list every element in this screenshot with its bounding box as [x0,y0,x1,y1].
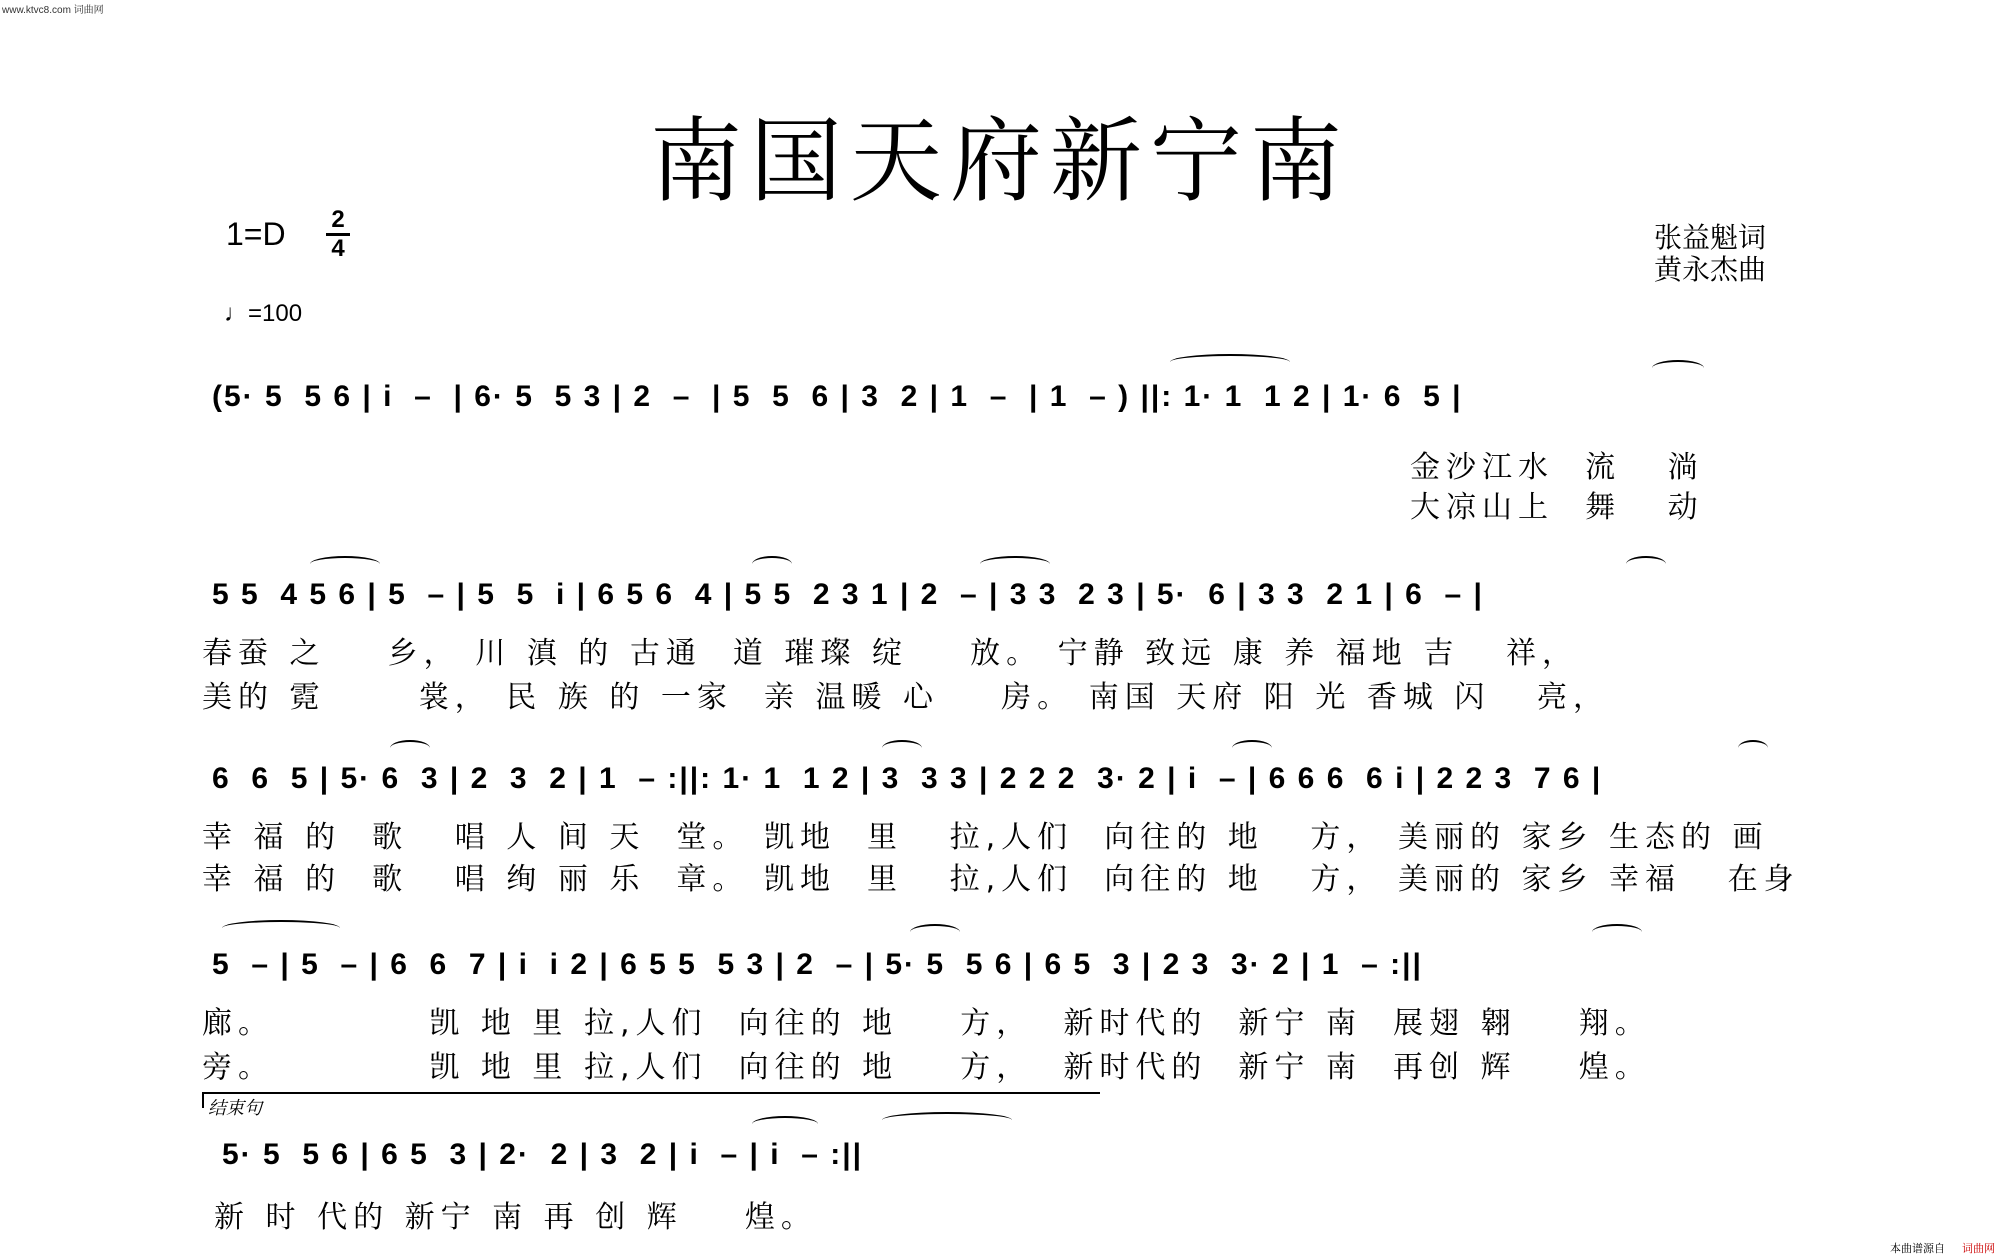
footer-site-logo: 词曲网 [1962,1242,1995,1255]
slur [1592,924,1642,940]
slur [882,740,922,756]
lyric-line-2-verse-2: 美的 霓 裳， 民 族 的 一家 亲 温暖 心 房。 南国 天府 阳 光 香城 闪 亮， [202,680,1610,715]
lyric-line-1-verse-2: 大凉山上 舞 动 [1410,490,1704,525]
ending-label: 结束句 [208,1098,262,1119]
watermark-text: www.ktvc8.com 词曲网 [2,5,104,16]
lyric-line-4-verse-2: 旁。 凯 地 里 拉,人们 向往的 地 方， 新时代的 新宁 南 再创 辉 煌。 [202,1050,1651,1085]
key-signature: 1=D [226,216,286,252]
notation-line-4: 5 – | 5 – | 6 6 7 | i i 2 | 6 5 5 5 3 | 2 – | 5· 5 5 6 | 6 5 3 | 2 3 3· 2 | 1 – :|| [212,948,1423,981]
lyric-line-5: 新 时 代的 新宁 南 再 创 辉 煌。 [214,1200,817,1235]
notation-line-5: 5· 5 5 6 | 6 5 3 | 2· 2 | 3 2 | i – | i – :|| [222,1138,864,1171]
ending-bracket [202,1092,1100,1119]
notation-line-1: (5· 5 5 6 | i – | 6· 5 5 3 | 2 – | 5 5 6 | 3 2 | 1 – | 1 – ) ||: 1· 1 1 2 | 1· 6 5 | [212,380,1463,413]
tempo-marking: ♩=100 [224,300,303,327]
lyric-line-1-verse-1: 金沙江水 流 淌 [1410,450,1704,485]
slur [1232,740,1272,756]
slur [752,556,792,572]
time-signature [326,208,350,261]
slur [752,1116,818,1132]
song-title: 南国天府新宁南 [649,108,1350,215]
lyric-line-2-verse-1: 春蚕 之 乡， 川 滇 的 古通 道 璀璨 绽 放。 宁静 致远 康 养 福地 吉 祥， [202,636,1578,671]
slur [1652,360,1704,376]
slur [1738,740,1768,756]
lyric-line-3-verse-1: 幸 福 的 歌 唱 人 间 天 堂。 凯地 里 拉,人们 向往的 地 方， 美丽的 家乡 生态的 画 [202,820,1769,855]
slur [222,920,340,936]
slur [882,1112,1012,1128]
composer-credit: 黄永杰曲 [1654,253,1767,286]
footer-source-text: 本曲谱源自 [1890,1242,1945,1255]
time-bottom: 4 [331,235,345,262]
slur [390,740,430,756]
slur [1170,354,1290,370]
slur [910,924,960,940]
notation-line-3: 6 6 5 | 5· 6 3 | 2 3 2 | 1 – :||: 1· 1 1 2 | 3 3 3 | 2 2 2 3· 2 | i – | 6 6 6 6 i | 2 2 3 7 6 | [212,762,1603,795]
slur [310,556,380,572]
time-top: 2 [331,206,345,233]
slur [1626,556,1666,572]
lyric-line-4-verse-1: 廊。 凯 地 里 拉,人们 向往的 地 方， 新时代的 新宁 南 展翅 翱 翔。 [202,1006,1651,1041]
lyricist-credit: 张益魁词 [1654,221,1767,254]
notation-line-2: 5 5 4 5 6 | 5 – | 5 5 i | 6 5 6 4 | 5 5 2 3 1 | 2 – | 3 3 2 3 | 5· 6 | 3 3 2 1 | 6 – | [212,578,1484,611]
lyric-line-3-verse-2: 幸 福 的 歌 唱 绚 丽 乐 章。 凯地 里 拉,人们 向往的 地 方， 美丽的 家乡 幸福 在身 [202,862,1800,897]
slur [980,556,1050,572]
